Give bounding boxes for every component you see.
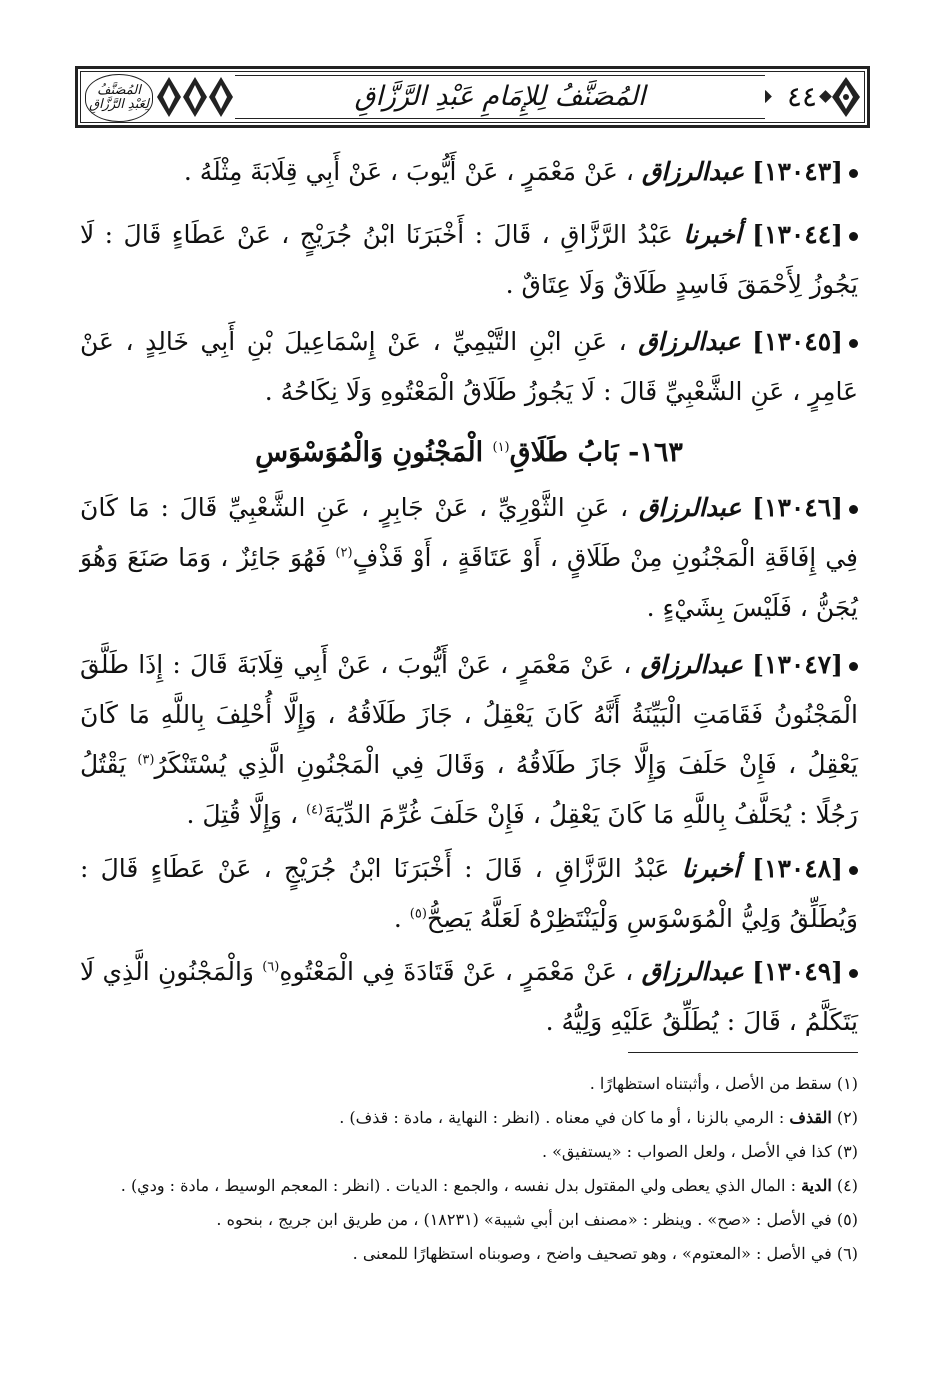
hadith-13044	[80, 210, 858, 310]
footnote-marker: (٣)	[137, 752, 155, 768]
hadith-13046	[80, 483, 858, 633]
hadith-text: عَبْدُ الرَّزَّاقِ ، قَالَ : أَخْبَرَنَا ابْنُ جُرَيْجٍ ، عَنْ عَطَاءٍ قَالَ : لَا يَجُوزُ لِأَحْمَقَ فَاسِدٍ طَلَاقٌ وَلَا عِتَاقٌ .	[80, 220, 858, 299]
hadith-text: ، عَنْ مَعْمَرٍ ، عَنْ أَيُّوبَ ، عَنْ أَبِي قِلَابَةَ مِثْلَهُ .	[183, 157, 634, 186]
footnote-2	[80, 1102, 858, 1134]
bullet-icon	[849, 505, 858, 514]
hadith-author: عبدالرزاق	[640, 650, 743, 679]
bullet-icon	[849, 662, 858, 671]
footnote-number: (٣)	[836, 1142, 858, 1161]
bullet-icon	[849, 339, 858, 348]
hadith-number: [١٣٠٤٥]	[752, 327, 843, 356]
footnote-marker: (٥)	[409, 906, 427, 922]
right-ornament	[830, 75, 862, 119]
hadith-number: [١٣٠٤٧]	[752, 650, 843, 679]
footnote-number: (٥)	[836, 1210, 858, 1229]
hadith-number: [١٣٠٤٨]	[752, 854, 843, 883]
hadith-text: ، عَنْ مَعْمَرٍ ، عَنْ قَتَادَةَ فِي الْمَعْتُوهِ	[279, 957, 634, 986]
footnote-text: في الأصل : «المعتوم» ، وهو تصحيف واضح ، وصوبناه استظهارًا للمعنى .	[352, 1244, 832, 1263]
hadith-text-cont: يَقْتُلُ رَجُلًا : يُحَلَّفُ بِاللَّهِ مَا كَانَ يَعْقِلُ ، فَإِنْ حَلَفَ غُرِّمَ الدِّيَةَ	[80, 750, 858, 829]
hadith-13048	[80, 844, 858, 944]
footnote-1	[80, 1068, 858, 1100]
hadith-number: [١٣٠٤٣]	[752, 157, 843, 186]
hadith-13043	[80, 147, 858, 197]
hadith-author: عبدالرزاق	[638, 327, 741, 356]
footnote-number: (٦)	[836, 1244, 858, 1263]
hadith-number: [١٣٠٤٩]	[752, 957, 843, 986]
footnote-text: سقط من الأصل ، وأثبتناه استظهارًا .	[589, 1074, 832, 1093]
footnote-5	[80, 1204, 858, 1236]
hadith-number: [١٣٠٤٤]	[752, 220, 843, 249]
page-header	[75, 66, 870, 128]
hadith-author: أخبرنا	[683, 220, 742, 249]
hadith-text: ، عَنْ مَعْمَرٍ ، عَنْ أَيُّوبَ ، عَنْ أَبِي قِلَابَةَ قَالَ : إِذَا طَلَّقَ الْمَجْنُونُ فَقَامَتِ الْبَيِّنَةُ أَنَّهُ كَانَ يَعْقِلُ ، جَازَ طَلَاقُهُ ، وَإِلَّا أُحْلِفَ بِاللَّهِ مَا كَانَ يَعْقِلُ ، فَإِنْ حَلَفَ وَإِلَّا جَازَ طَلَاقُهُ ، وَقَالَ فِي الْمَجْنُونِ الَّذِي يُسْتَنْكَرُ	[80, 650, 858, 779]
bullet-icon	[849, 169, 858, 178]
emblem-text: المُصَنَّفُ لِعَبْدِ الرَّزَّاقِ	[89, 83, 149, 112]
footnote-number: (٤)	[836, 1176, 858, 1195]
hadith-number: [١٣٠٤٦]	[752, 493, 843, 522]
hadith-text-cont: فَهُوَ جَائِزٌ ، وَمَا صَنَعَ وَهُوَ يُجَنُّ ، فَلَيْسَ بِشَيْءٍ .	[80, 543, 858, 622]
hadith-text: ، عَنِ ابْنِ التَّيْمِيِّ ، عَنْ إِسْمَاعِيلَ بْنِ أَبِي خَالِدٍ ، عَنْ عَامِرٍ ، عَنِ الشَّعْبِيِّ قَالَ : لَا يَجُوزُ طَلَاقُ الْمَعْتُوهِ وَلَا نِكَاحُهُ .	[80, 327, 858, 406]
bullet-icon	[849, 232, 858, 241]
footnote-marker: (٦)	[262, 959, 280, 975]
footnote-term: الدية	[801, 1176, 832, 1195]
footnote-separator	[628, 1052, 858, 1053]
hadith-author: عبدالرزاق	[641, 957, 744, 986]
hadith-author: أخبرنا	[681, 854, 740, 883]
footnote-text: : المال الذي يعطى ولي المقتول بدل نفسه ، والجمع : الديات . (انظر : المعجم الوسيط ، مادة : ودي) .	[120, 1176, 796, 1195]
footnote-text: : الرمي بالزنا ، أو ما كان في معناه . (انظر : النهاية ، مادة : قذف) .	[339, 1108, 785, 1127]
hadith-author: عبدالرزاق	[639, 493, 742, 522]
hadith-13045	[80, 317, 858, 417]
footnote-marker: (٤)	[305, 802, 324, 818]
footnote-marker: (٢)	[335, 545, 353, 561]
running-title: المُصَنَّفُ لِلإِمَامِ عَبْدِ الرَّزَّاقِ	[354, 81, 646, 112]
bullet-icon	[849, 866, 858, 875]
hadith-text: ، عَنِ الثَّوْرِيِّ ، عَنْ جَابِرٍ ، عَنِ الشَّعْبِيِّ قَالَ : مَا كَانَ فِي إِفَاقَةِ الْمَجْنُونِ مِنْ طَلَاقٍ ، أَوْ عَتَاقَةٍ ، أَوْ قَذْفٍ	[80, 493, 858, 572]
hadith-text-cont: .	[393, 904, 402, 933]
footnote-4	[80, 1170, 858, 1202]
footnote-term: القذف	[789, 1108, 832, 1127]
left-ornament	[155, 75, 235, 119]
footnote-number: (٢)	[836, 1108, 858, 1127]
hadith-text-end: ، وَإِلَّا قُتِلَ .	[186, 800, 299, 829]
hadith-author: عبدالرزاق	[641, 157, 745, 186]
hadith-text-cont: وَالْمَجْنُونِ الَّذِي لَا يَتَكَلَّمُ ، قَالَ : يُطَلِّقُ عَلَيْهِ وَلِيُّهُ .	[80, 957, 858, 1036]
page-number: ٤٤	[786, 80, 818, 113]
chapter-title-suffix: الْمَجْنُونِ وَالْمُوَسْوَسِ	[255, 437, 484, 468]
footnote-number: (١)	[836, 1074, 858, 1093]
footnote-marker: (١)	[492, 440, 510, 455]
footnote-text: في الأصل : «صح» . وينظر : «مصنف ابن أبي شيبة» (١٨٢٣١) ، من طريق ابن جريج ، بنحوه .	[216, 1210, 832, 1229]
footnote-text: كذا في الأصل ، ولعل الصواب : «يستفيق» .	[541, 1142, 832, 1161]
footnote-3	[80, 1136, 858, 1168]
chapter-title-prefix: ١٦٣- بَابُ طَلَاقِ	[509, 437, 683, 468]
hadith-13047	[80, 640, 858, 840]
bullet-icon	[849, 969, 858, 978]
footnote-6	[80, 1238, 858, 1270]
hadith-text: عَبْدُ الرَّزَّاقِ ، قَالَ : أَخْبَرَنَا ابْنُ جُرَيْجٍ ، عَنْ عَطَاءٍ قَالَ : وَيُطَلِّقُ وَلِيُّ الْمُوَسْوَسِ وَلْيَنْتَظِرْهُ لَعَلَّهُ يَصِحُّ	[80, 854, 858, 933]
hadith-13049	[80, 947, 858, 1047]
book-emblem	[85, 74, 153, 122]
chapter-heading	[80, 426, 858, 475]
